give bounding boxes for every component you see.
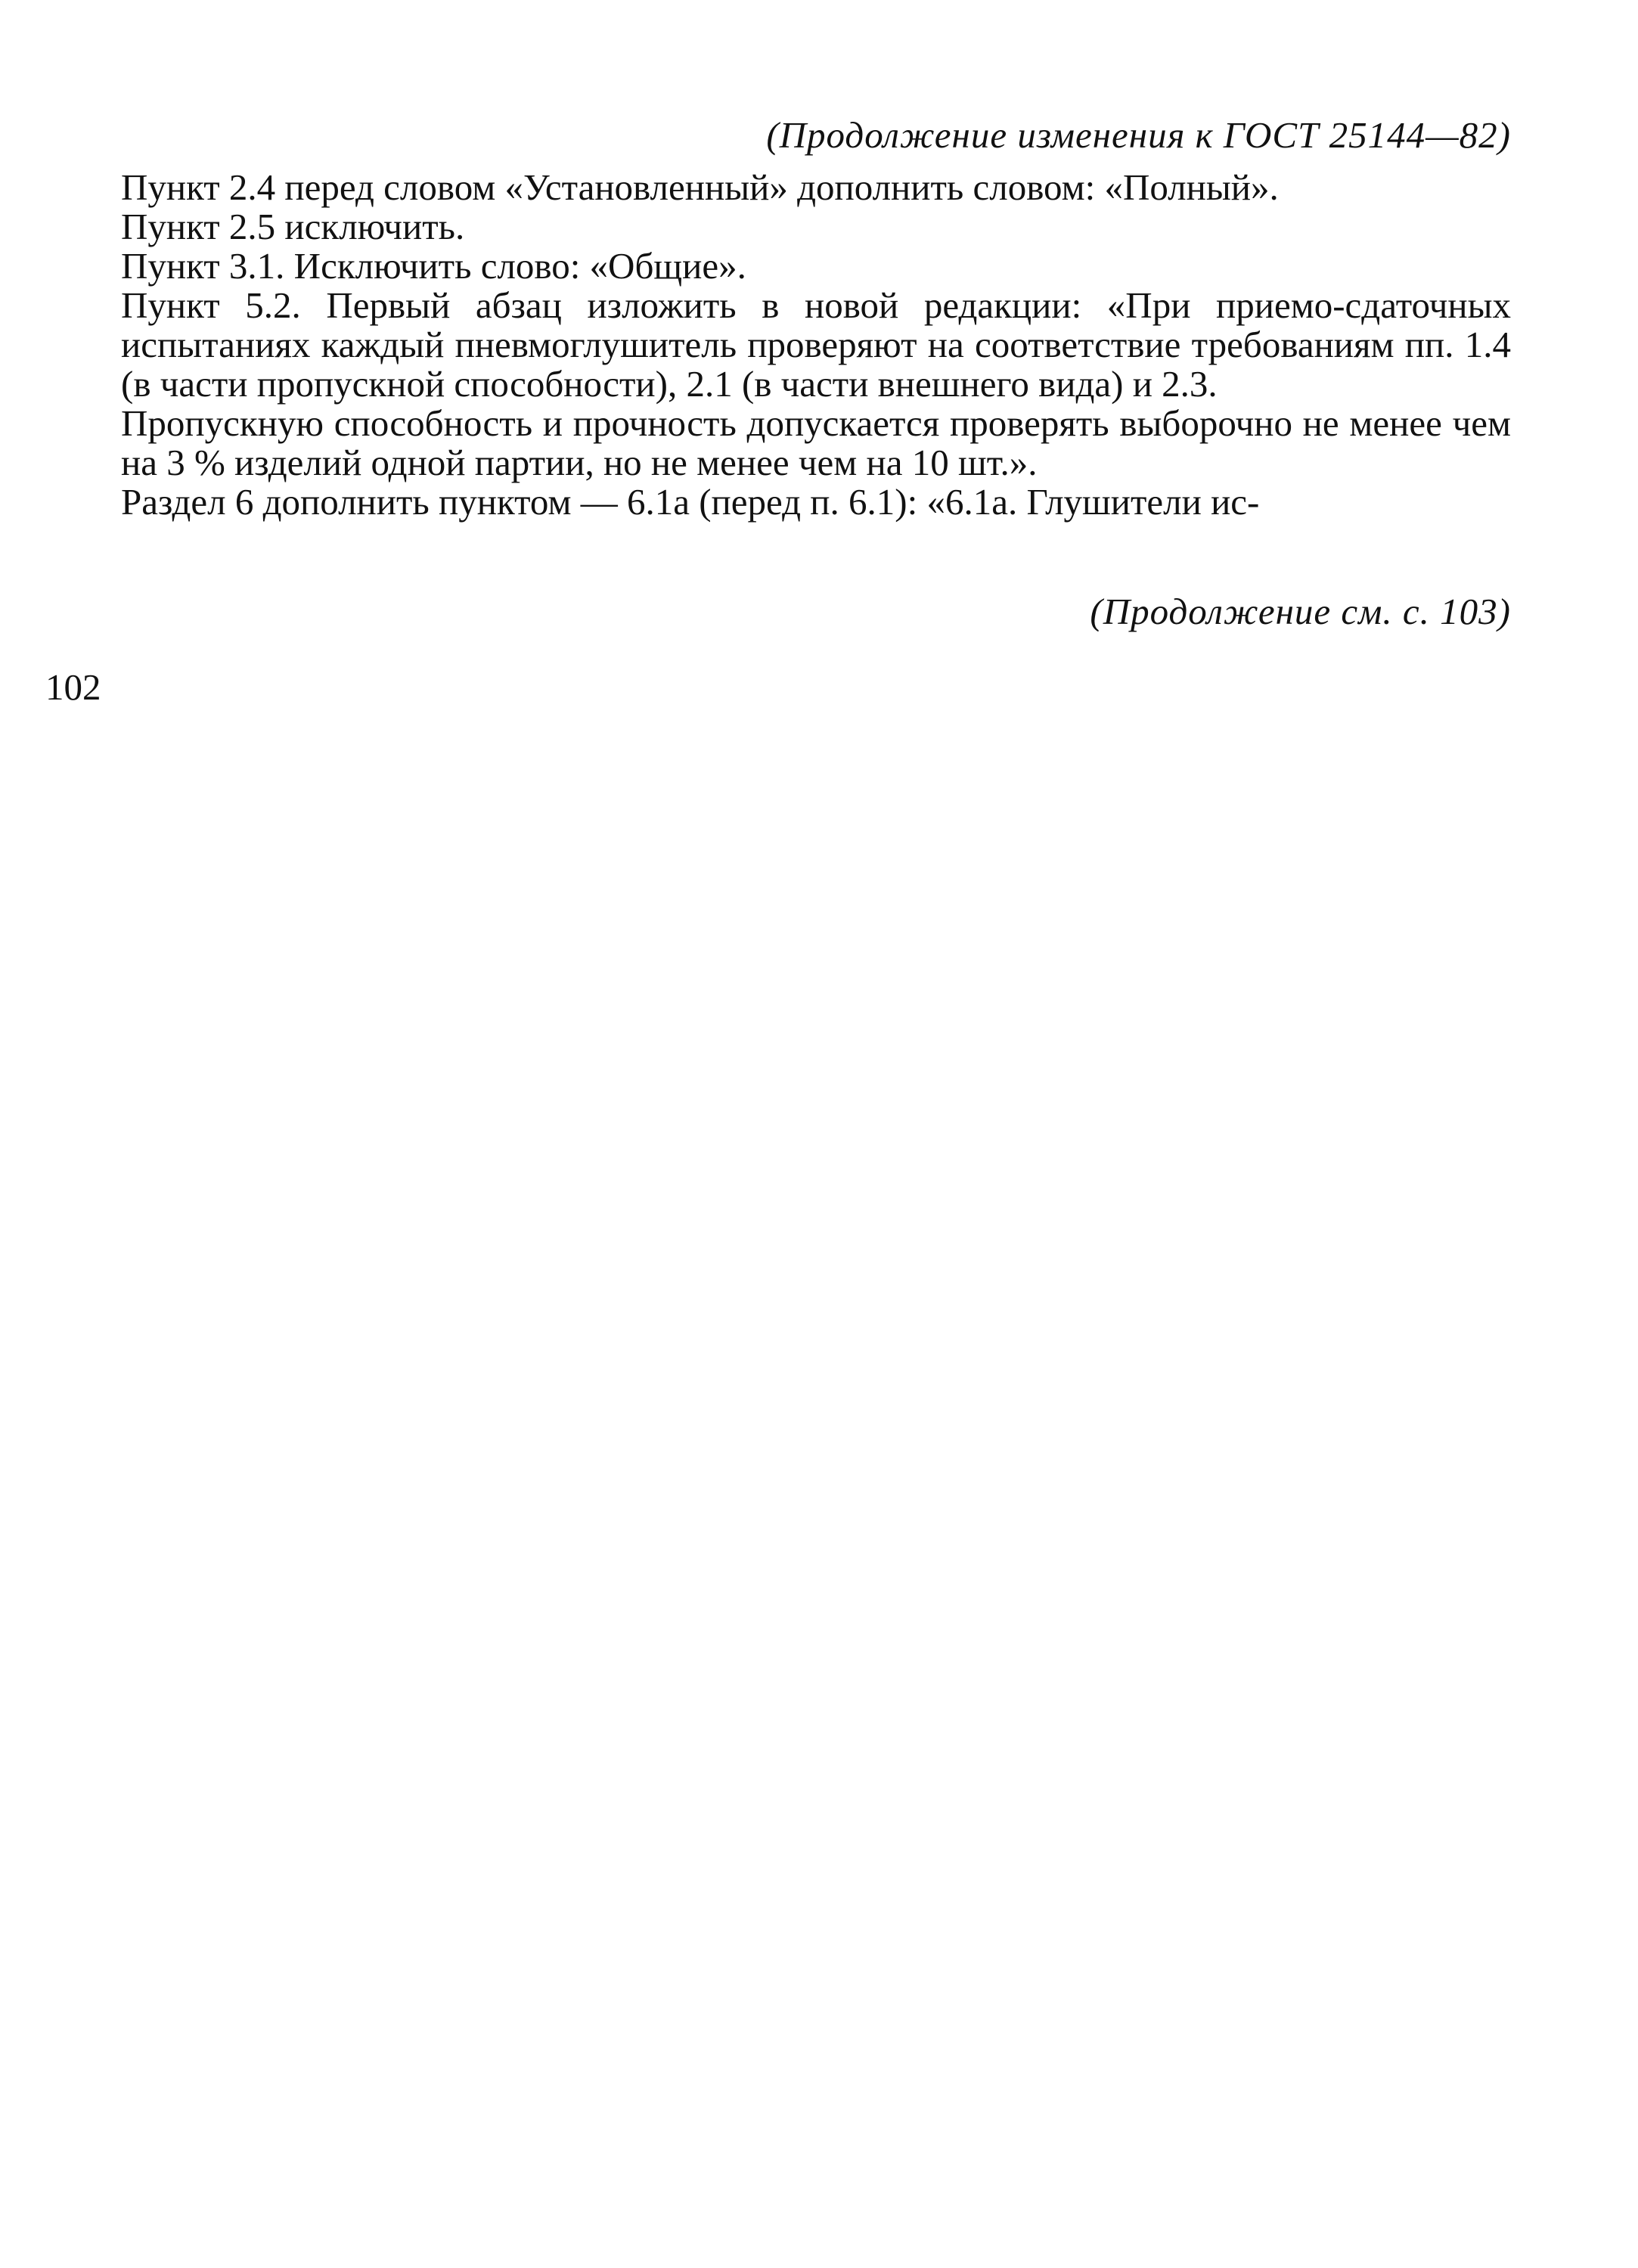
paragraph-2-4: Пункт 2.4 перед словом «Установленный» дополнить словом: «Полный». [121,166,1279,208]
continuation-header: (Продолжение изменения к ГОСТ 25144—82) [766,114,1511,156]
continuation-footer: (Продолжение см. с. 103) [1090,591,1511,632]
paragraph-section-6: Раздел 6 дополнить пунктом — 6.1а (перед п. 6.1): «6.1а. Глушители ис- [121,481,1260,523]
paragraph-5-2: Пункт 5.2. Первый абзац изложить в новой редакции: «При приемо-сдаточных испытаниях каждый пневмоглушитель проверяют на соответствие требованиям пп. 1.4 (в части пропускной способности), 2.1 (в части внешнего вида) и 2.3. [121,284,1511,405]
amendment-body [121,168,1511,522]
paragraph-3-1: Пункт 3.1. Исключить слово: «Общие». [121,245,746,287]
paragraph-capacity: Пропускную способность и прочность допускается проверять выборочно не менее чем на 3 % изделий одной партии, но не менее чем на 10 шт.». [121,402,1511,483]
paragraph-2-5: Пункт 2.5 исключить. [121,206,465,247]
page-number: 102 [45,666,101,708]
